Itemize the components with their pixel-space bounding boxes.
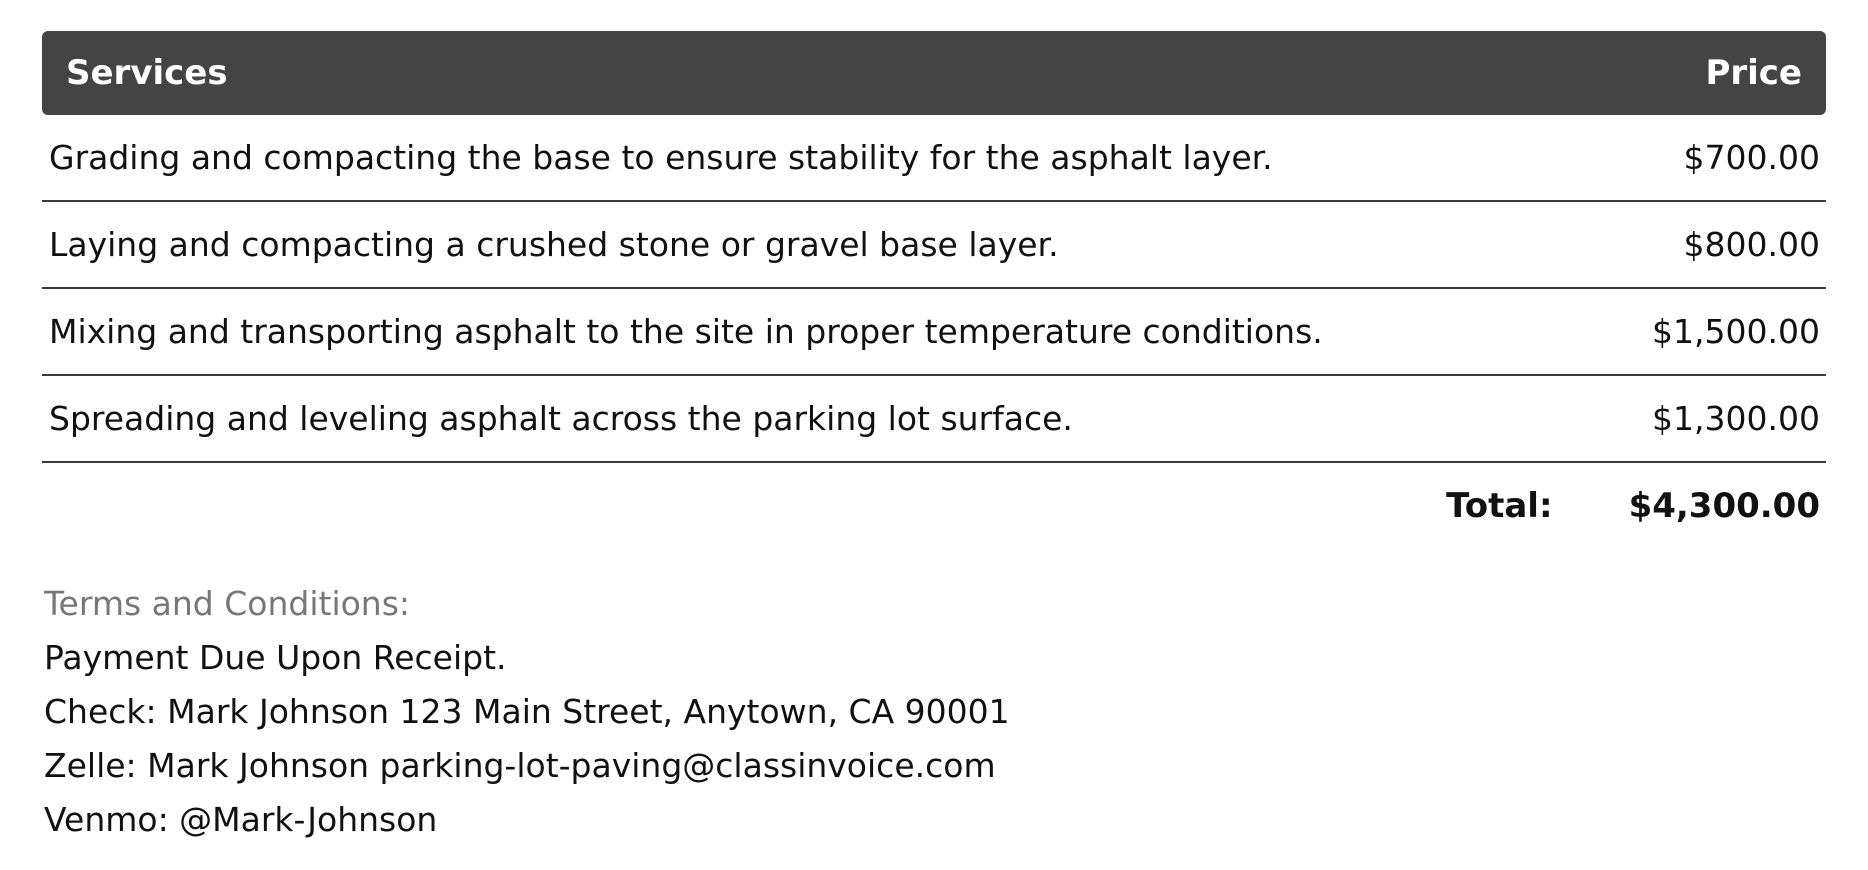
total-row [42, 463, 1826, 549]
terms-section [44, 577, 1010, 847]
service-price: $800.00 [1683, 225, 1820, 264]
table-header [42, 31, 1826, 115]
service-description: Laying and compacting a crushed stone or gravel base layer. [49, 225, 1059, 264]
check-payment-line: Check: Mark Johnson 123 Main Street, Anytown, CA 90001 [44, 692, 1010, 731]
terms-heading: Terms and Conditions: [44, 584, 411, 623]
zelle-payment-line: Zelle: Mark Johnson parking-lot-paving@classinvoice.com [44, 746, 996, 785]
service-price: $1,300.00 [1652, 399, 1820, 438]
table-row [42, 376, 1826, 463]
service-price: $700.00 [1683, 138, 1820, 177]
price-column-header: Price [1705, 53, 1802, 93]
services-table [42, 31, 1826, 549]
service-description: Spreading and leveling asphalt across the parking lot surface. [49, 399, 1073, 438]
payment-due-line: Payment Due Upon Receipt. [44, 638, 507, 677]
total-value: $4,300.00 [1628, 486, 1820, 526]
services-column-header: Services [66, 53, 228, 93]
service-price: $1,500.00 [1652, 312, 1820, 351]
table-row [42, 289, 1826, 376]
total-label: Total: [1446, 486, 1553, 526]
table-row [42, 115, 1826, 202]
venmo-payment-line: Venmo: @Mark-Johnson [44, 800, 438, 839]
table-row [42, 202, 1826, 289]
service-description: Mixing and transporting asphalt to the site in proper temperature conditions. [49, 312, 1323, 351]
service-description: Grading and compacting the base to ensure stability for the asphalt layer. [49, 138, 1273, 177]
